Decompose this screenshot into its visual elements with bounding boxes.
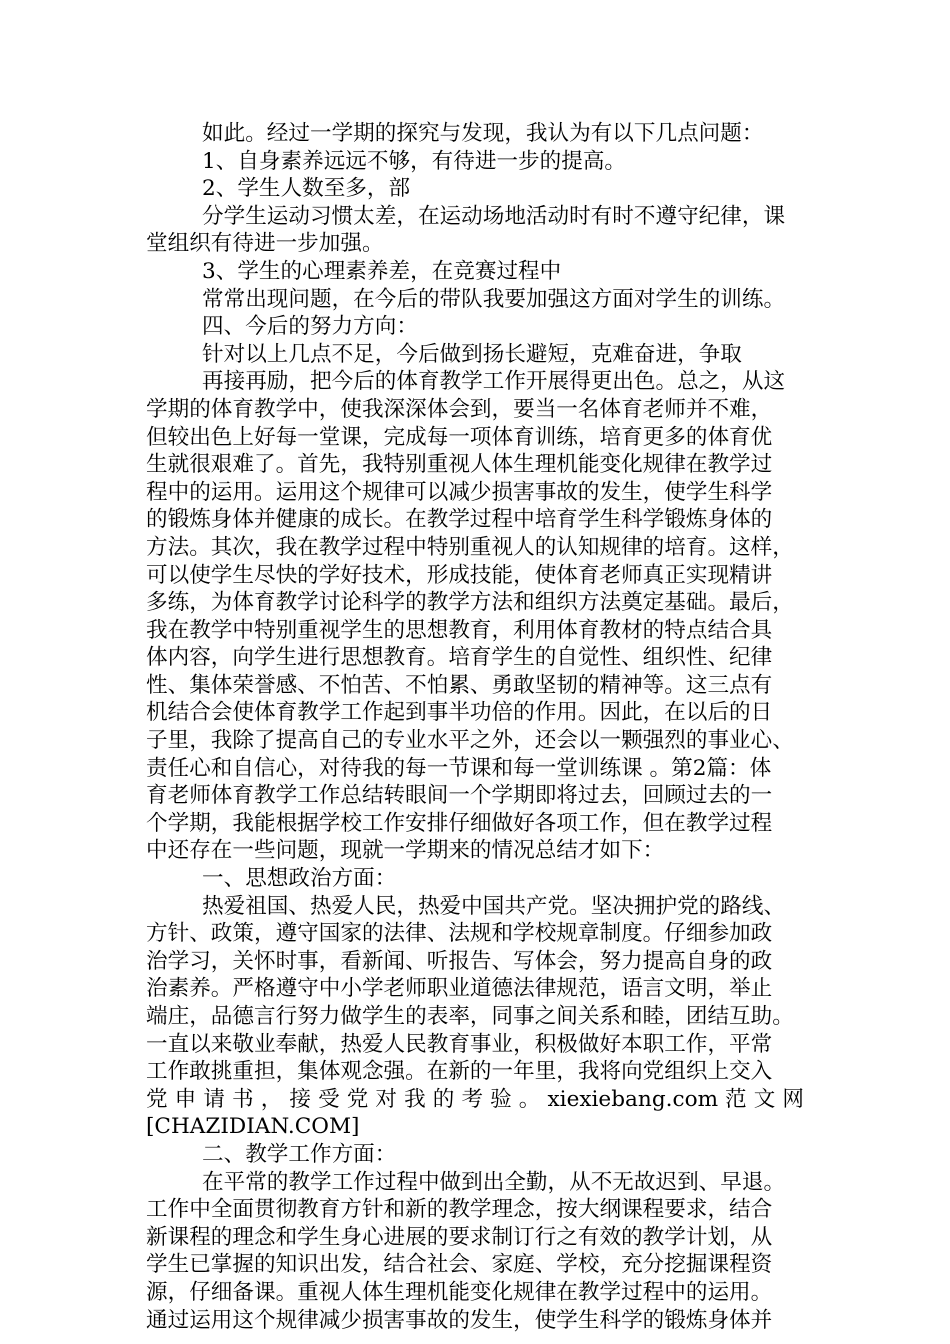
text-line: 个学期，我能根据学校工作安排仔细做好各项工作，但在教学过程 — [146, 810, 773, 836]
text-line: 工作敢挑重担，集体观念强。在新的一年里，我将向党组织上交入 — [146, 1059, 773, 1085]
text-line: 学期的体育教学中，使我深深体会到，要当一名体育老师并不难， — [146, 396, 773, 422]
text-line: 可以使学生尽快的学好技术，形成技能，使体育老师真正实现精讲 — [146, 562, 773, 588]
text-line: 方法。其次，我在教学过程中特别重视人的认知规律的培育。这样， — [146, 534, 794, 560]
text-line: 针对以上几点不足，今后做到扬长避短，克难奋进，争取 — [202, 341, 742, 367]
text-line: 责任心和自信心，对待我的每一节课和每一堂训练课 。第2篇：体 — [146, 755, 772, 781]
text-line: 一直以来敬业奉献，热爱人民教育事业，积极做好本职工作，平常 — [146, 1031, 773, 1057]
text-line: 通过运用这个规律减少损害事故的发生，使学生科学的锻炼身体并 — [146, 1307, 773, 1333]
text-line: 在平常的教学工作过程中做到出全勤，从不无故迟到、早退。 — [202, 1169, 786, 1195]
text-line: 工作中全面贯彻教育方针和新的教学理念，按大纲课程要求，结合 — [146, 1197, 773, 1223]
text-line: 育老师体育教学工作总结转眼间一个学期即将过去，回顾过去的一 — [146, 783, 773, 809]
document-body — [146, 120, 804, 1334]
text-line: 机结合会使体育教学工作起到事半功倍的作用。因此，在以后的日 — [146, 700, 773, 726]
text-line: 端庄，品德言行努力做学生的表率，同事之间关系和睦，团结互助。 — [146, 1004, 794, 1029]
text-line: 性、集体荣誉感、不怕苦、不怕累、勇敢坚韧的精神等。这三点有 — [146, 672, 773, 698]
text-line: 学生已掌握的知识出发，结合社会、家庭、学校，充分挖掘课程资 — [146, 1252, 773, 1278]
text-line: 生就很艰难了。首先，我特别重视人体生理机能变化规律在教学过 — [146, 452, 773, 478]
text-line: 方针、政策，遵守国家的法律、法规和学校规章制度。仔细参加政 — [146, 921, 773, 947]
text-line: 子里，我除了提高自己的专业水平之外，还会以一颗强烈的事业心、 — [146, 728, 794, 754]
text-line: 四、今后的努力方向： — [202, 314, 418, 340]
text-line: 1、自身素养远远不够，有待进一步的提高。 — [202, 148, 627, 174]
text-line: 治学习，关怀时事，看新闻、听报告、写体会，努力提高自身的政 — [146, 948, 773, 974]
text-line: 常常出现问题，在今后的带队我要加强这方面对学生的训练。 — [202, 286, 786, 312]
text-line: 治素养。严格遵守中小学老师职业道德法律规范，语言文明，举止 — [146, 976, 773, 1002]
text-line: 一、思想政治方面： — [202, 866, 397, 892]
text-line: 程中的运用。运用这个规律可以减少损害事故的发生，使学生科学 — [146, 479, 773, 505]
text-line: 堂组织有待进一步加强。 — [146, 231, 384, 257]
text-line: 分学生运动习惯太差，在运动场地活动时有时不遵守纪律，课 — [202, 203, 786, 229]
text-line: [CHAZIDIAN.COM] — [146, 1114, 360, 1140]
text-line: 的锻炼身体并健康的成长。在教学过程中培育学生科学锻炼身体的 — [146, 507, 773, 533]
text-line: 新课程的理念和学生身心进展的要求制订行之有效的教学计划，从 — [146, 1224, 773, 1250]
text-line: 再接再励，把今后的体育教学工作开展得更出色。总之，从这 — [202, 369, 786, 395]
text-line: 3、学生的心理素养差，在竞赛过程中 — [202, 258, 562, 284]
text-line: 我在教学中特别重视学生的思想教育，利用体育教材的特点结合具 — [146, 617, 773, 643]
text-line: 热爱祖国、热爱人民，热爱中国共产党。坚决拥护党的路线、 — [202, 893, 786, 919]
text-line: 2、学生人数至多，部 — [202, 176, 411, 202]
text-line: 但较出色上好每一堂课，完成每一项体育训练，培育更多的体育优 — [146, 424, 773, 450]
text-line: 体内容，向学生进行思想教育。培育学生的自觉性、组织性、纪律 — [146, 645, 773, 671]
text-line: 如此。经过一学期的探究与发现，我认为有以下几点问题： — [202, 121, 764, 146]
text-line: 二、教学工作方面： — [202, 1141, 397, 1167]
text-line: 源，仔细备课。重视人体生理机能变化规律在教学过程中的运用。 — [146, 1279, 773, 1305]
text-line: 党 申 请 书 ， 接 受 党 对 我 的 考 验 。 xiexiebang.com 范 文 网 — [146, 1086, 804, 1112]
text-line: 中还存在一些问题，现就一学期来的情况总结才如下： — [146, 838, 665, 864]
text-line: 多练，为体育教学讨论科学的教学方法和组织方法奠定基础。最后， — [146, 590, 794, 616]
